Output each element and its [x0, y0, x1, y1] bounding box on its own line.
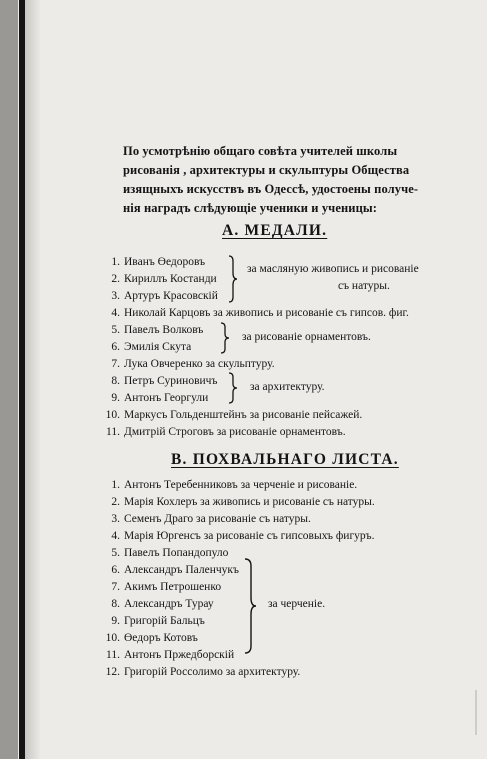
- list-item: 2. Марія Кохлеръ за живопись и рисованіе съ натуры.: [111, 496, 375, 508]
- brace-icon: [226, 372, 238, 404]
- list-item: 6. Александръ Паленчукъ: [111, 564, 239, 576]
- group-label: съ натуры.: [338, 280, 390, 292]
- section-b-heading: В. ПОХВАЛЬНАГО ЛИСТА.: [171, 451, 399, 468]
- group-label: за черченіе.: [268, 598, 326, 610]
- group-label: за масляную живопись и рисованіе: [247, 263, 419, 275]
- binding-edge: [0, 0, 18, 759]
- brace-icon: [242, 558, 258, 654]
- list-item: 8. Петръ Суриновичъ: [111, 375, 218, 387]
- intro-paragraph: [123, 142, 443, 218]
- intro-line: изящныхъ искусствъ въ Одессѣ, удостоены получе-: [123, 182, 419, 196]
- intro-line: рисованія , архитектуры и скульптуры Общества: [123, 163, 410, 177]
- section-a-heading: А. МЕДАЛИ.: [222, 222, 328, 239]
- brace-icon: [226, 255, 238, 303]
- list-item: 7. Акимъ Петрошенко: [111, 581, 222, 593]
- list-item: 1. Антонъ Теребенниковъ за черченіе и рисованіе.: [111, 479, 358, 491]
- intro-line: По усмотрѣнію общаго совѣта учителей школы: [123, 144, 398, 158]
- intro-line: нія наградъ слѣдующіе ученики и ученицы:: [123, 201, 377, 215]
- list-item: 4. Николай Карцовъ за живопись и рисованіе съ гипсов. фиг.: [111, 307, 409, 319]
- list-item: 9. Григорій Бальцъ: [111, 615, 205, 627]
- list-item: 11. Дмитрій Строговъ за рисованіе орнаментовъ.: [106, 426, 346, 438]
- list-item: 7. Лука Овчеренко за скульптуру.: [111, 358, 275, 370]
- list-item: 2. Кириллъ Костанди: [111, 273, 217, 285]
- list-item: 5. Павелъ Попандопуло: [111, 547, 229, 559]
- brace-icon: [218, 322, 230, 354]
- list-item: 1. Иванъ Өедоровъ: [111, 256, 206, 268]
- list-item: 9. Антонъ Георгули: [111, 392, 209, 404]
- page-edge-mark: [475, 690, 477, 735]
- group-label: за архитектуру.: [250, 381, 325, 393]
- list-item: 3. Семенъ Драго за рисованіе съ натуры.: [111, 513, 311, 525]
- list-item: 6. Эмилія Скута: [111, 341, 192, 353]
- list-item: 12. Григорій Россолимо за архитектуру.: [105, 666, 301, 678]
- list-item: 3. Артуръ Красовскій: [111, 290, 218, 302]
- list-item: 10. Маркусъ Гольденштейнъ за рисованіе пейсажей.: [105, 409, 363, 421]
- list-item: 10. Өедоръ Котовъ: [105, 632, 198, 644]
- binding-shadow: [25, 0, 41, 759]
- list-item: 8. Александръ Турау: [111, 598, 214, 610]
- list-item: 5. Павелъ Волковъ: [111, 324, 204, 336]
- list-item: 11. Антонъ Пржедборскій: [106, 649, 235, 661]
- group-label: за рисованіе орнаментовъ.: [242, 331, 371, 343]
- list-item: 4. Марія Юргенсъ за рисованіе съ гипсовыхъ фигуръ.: [111, 530, 375, 542]
